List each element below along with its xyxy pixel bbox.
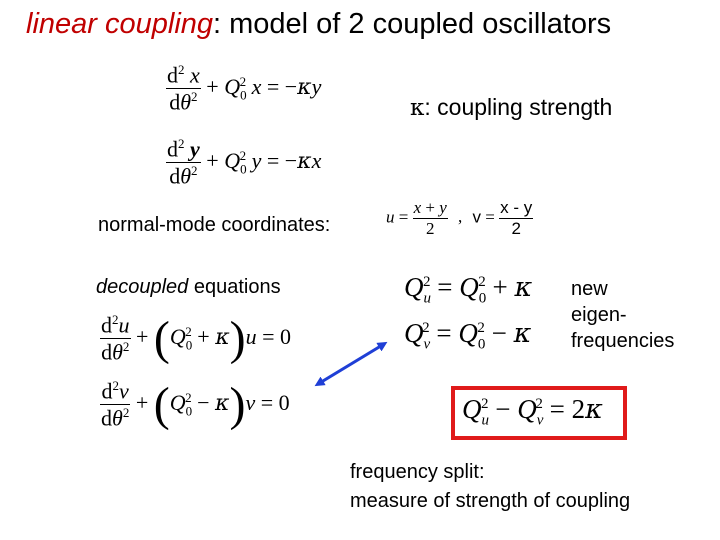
- split-equation: $Q_u^2 - Q_v^2 = 2\kappa$: [462, 394, 603, 429]
- new-label-line-2: eigen-: [571, 304, 627, 326]
- equation-Qu: $Q_u^2 = Q_0^2 + \kappa$: [404, 272, 533, 307]
- equation-x: $\frac{d^2 x}{d\theta^2}$ + $Q_0^2$ x = −κy: [167, 62, 322, 115]
- title-rest: : model of 2 coupled oscillators: [213, 8, 612, 40]
- new-label-line-3: frequencies: [571, 330, 675, 352]
- equation-Qv: $Q_v^2 = Q_0^2 - \kappa$: [404, 318, 532, 353]
- uv-definitions: u = $\frac{x + y}{2}$ , v = $\frac{x - y}{2}$: [386, 198, 533, 238]
- decoupled-emphasis: decoupled: [96, 276, 189, 298]
- decoupled-rest: equations: [188, 276, 281, 298]
- equation-v: $\frac{d^2v}{d\theta^2}$ + $(Q_0^2 - \kappa)v = 0$: [101, 378, 290, 432]
- kappa-note-text: : coupling strength: [424, 94, 613, 120]
- title-emphasis: linear coupling: [26, 8, 214, 40]
- frequency-split-line-2: measure of strength of coupling: [350, 490, 631, 512]
- frequency-split-text: [350, 458, 630, 516]
- equation-y: $\frac{d^2 y}{d\theta^2}$ + $Q_0^2$ y = −κx: [167, 136, 322, 189]
- frequency-split-line-1: frequency split:: [350, 461, 485, 483]
- equation-u: $\frac{d^2u}{d\theta^2}$ + $(Q_0^2 + \kappa)u = 0$: [101, 312, 292, 366]
- new-label-line-1: new: [571, 278, 608, 300]
- normal-mode-label: normal-mode coordinates:: [98, 214, 331, 236]
- kappa-symbol: κ: [410, 95, 425, 121]
